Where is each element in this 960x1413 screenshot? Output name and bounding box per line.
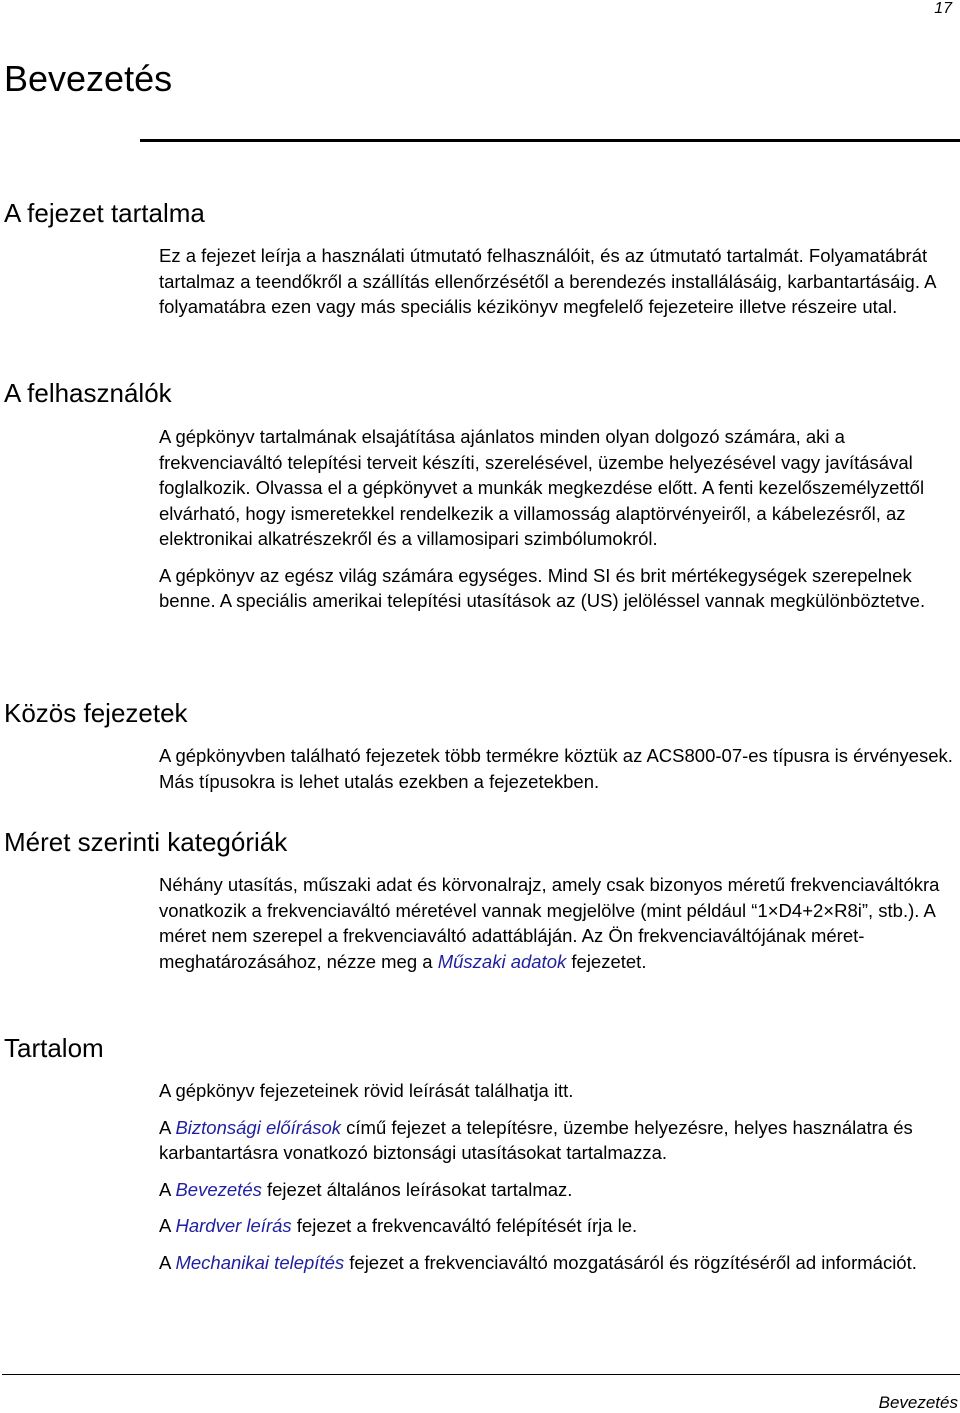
- text: fejezetet.: [566, 950, 647, 972]
- text: Néhány utasítás, műszaki adat és körvonalrajz, amely csak bizonyos méretű frekvenciaváltókra vonatkozik a frekvenciaváltó méretével vannak megjelölve (mint például “1×D4+2×R8i”, stb.). A méret nem szerepel a frekvenciaváltó adattábláján. Az Ön frekvenciaváltójának méret-meghatározásához, nézze meg a: [159, 874, 940, 972]
- section-text-size-categories: [159, 872, 959, 974]
- section-heading-users: A felhasználók: [4, 378, 172, 408]
- text: A: [159, 1215, 176, 1236]
- section-heading-contents: Tartalom: [4, 1033, 104, 1063]
- section-text-common-chapters: [159, 743, 959, 794]
- link-technical-data[interactable]: Műszaki adatok: [437, 950, 567, 972]
- link-safety[interactable]: Biztonsági előírások: [175, 1116, 342, 1138]
- link-mechanical-installation[interactable]: Mechanikai telepítés: [175, 1251, 345, 1273]
- section-heading-size-categories: Méret szerinti kategóriák: [4, 827, 288, 857]
- text: fejezet a frekvenciaváltó mozgatásáról és rögzítéséről ad információt.: [344, 1251, 917, 1273]
- text: fejezet a frekvencaváltó felépítését írja le.: [291, 1215, 638, 1236]
- page-number: 17: [934, 0, 952, 17]
- header-rule: [140, 139, 960, 142]
- paragraph: A gépkönyvben található fejezetek több termékre köztük az ACS800-07-es típusra is érvényesek. Más típusokra is lehet utalás ezekben a fejezetekben.: [159, 745, 953, 792]
- list-item: [159, 1177, 959, 1203]
- section-heading-common-chapters: Közös fejezetek: [4, 698, 188, 728]
- text: fejezet általános leírásokat tartalmaz.: [261, 1178, 573, 1200]
- paragraph: A gépkönyv az egész világ számára egységes. Mind SI és brit mértékegységek szerepelnek benne. A speciális amerikai telepítési utasítások az (US) jelöléssel vannak megkülönböztetve.: [159, 564, 926, 611]
- paragraph: A gépkönyv tartalmának elsajátítása ajánlatos minden olyan dolgozó számára, aki a frekvenciaváltó telepítési terveit készíti, szerelésével, üzembe helyezésével vagy javításával foglalkozik. Olvassa el a gépkönyvet a munkák megkezdése előtt. A fenti kezelőszemélyzettől elvárható, hogy ismeretekkel rendelkezik a villamosság alaptörvényeiről, a kábelezésről, az elektronikai alkatrészekről és a villamosipari szimbólumokról.: [159, 426, 925, 549]
- section-text-users: [159, 424, 959, 614]
- section-text-contents: [159, 1078, 959, 1275]
- link-introduction[interactable]: Bevezetés: [175, 1178, 262, 1200]
- section-text-contents-of-chapter: [159, 243, 959, 320]
- footer-rule: [2, 1374, 960, 1375]
- text: című fejezet a telepítésre, üzembe helyezésre, helyes használatra és karbantartásra vonatkozó biztonsági utasításokat tartalmazza.: [159, 1116, 913, 1163]
- section-heading-contents-of-chapter: A fejezet tartalma: [4, 198, 205, 228]
- footer-chapter-name: Bevezetés: [878, 1393, 958, 1412]
- paragraph: A gépkönyv fejezeteinek rövid leírását találhatja itt.: [159, 1080, 574, 1101]
- paragraph: [159, 872, 959, 974]
- text: A: [159, 1116, 176, 1138]
- paragraph: Ez a fejezet leírja a használati útmutató felhasználóit, és az útmutató tartalmát. Folyamatábrát tartalmaz a teendőkről a szállítás ellenőrzésétől a berendezés installálásáig, karbantartásáig. A folyamatábra ezen vagy más speciális kézikönyv megfelelő fejezeteire illetve részeire utal.: [159, 245, 936, 317]
- list-item: [159, 1115, 959, 1166]
- text: A: [159, 1178, 176, 1200]
- list-item: [159, 1213, 959, 1239]
- chapter-title: Bevezetés: [4, 58, 173, 99]
- text: A: [159, 1251, 176, 1273]
- link-hardware-description[interactable]: Hardver leírás: [175, 1215, 292, 1236]
- list-item: [159, 1250, 959, 1276]
